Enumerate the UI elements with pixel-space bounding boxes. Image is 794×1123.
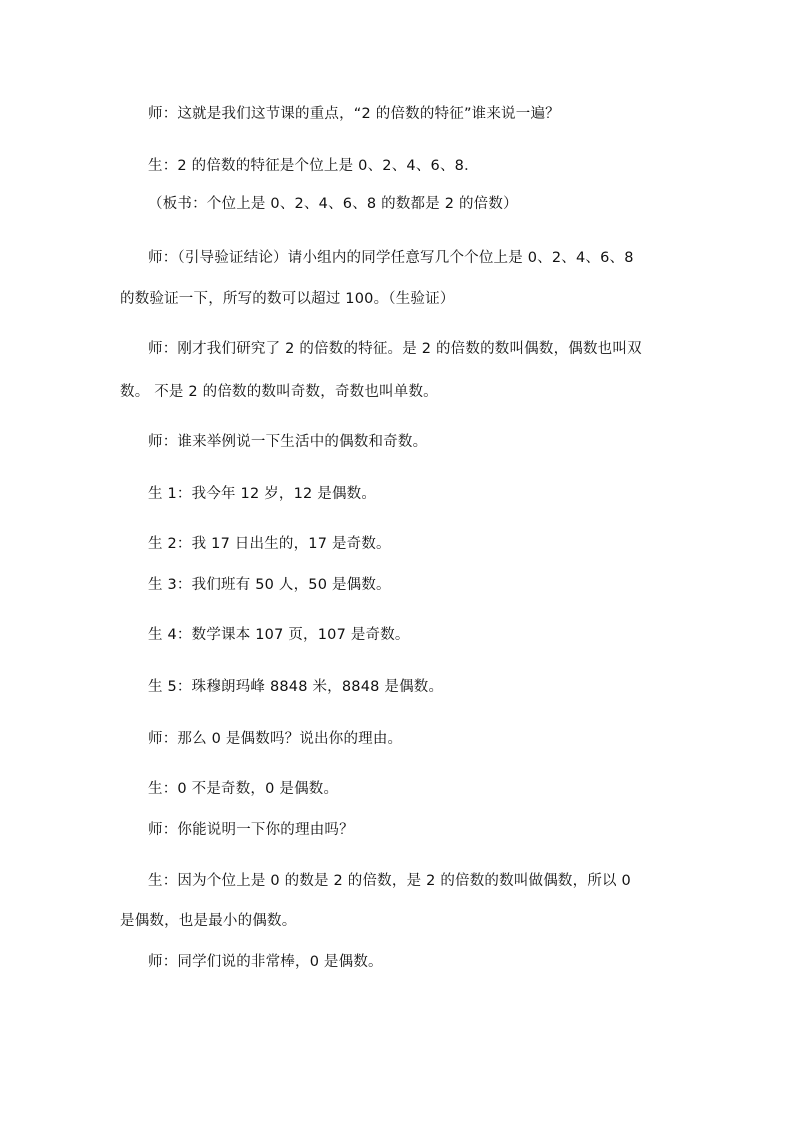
paragraph-line: 生 3：我们班有 50 人，50 是偶数。: [148, 577, 391, 593]
paragraph-line: 师：你能说明一下你的理由吗？: [148, 822, 354, 838]
paragraph-line: 师：那么 0 是偶数吗？说出你的理由。: [148, 731, 403, 747]
paragraph-line: 生 1：我今年 12 岁，12 是偶数。: [148, 486, 377, 502]
paragraph-line: 师：（引导验证结论）请小组内的同学任意写几个个位上是 0、2、4、6、8: [148, 250, 634, 266]
paragraph-line: 生：因为个位上是 0 的数是 2 的倍数，是 2 的倍数的数叫做偶数，所以 0: [148, 873, 631, 889]
paragraph-line: 数。 不是 2 的倍数的数叫奇数，奇数也叫单数。: [120, 384, 438, 400]
paragraph-line: 师：同学们说的非常棒，0 是偶数。: [148, 954, 383, 970]
paragraph-line: （板书：个位上是 0、2、4、6、8 的数都是 2 的倍数）: [148, 196, 518, 212]
paragraph-line: 师：这就是我们这节课的重点，“2 的倍数的特征”谁来说一遍？: [148, 106, 560, 122]
paragraph-line: 生 2：我 17 日出生的，17 是奇数。: [148, 536, 391, 552]
paragraph-line: 师：刚才我们研究了 2 的倍数的特征。是 2 的倍数的数叫偶数，偶数也叫双: [148, 341, 642, 357]
paragraph-line: 是偶数，也是最小的偶数。: [120, 913, 297, 929]
paragraph-line: 生 5：珠穆朗玛峰 8848 米，8848 是偶数。: [148, 679, 444, 695]
paragraph-line: 生：2 的倍数的特征是个位上是 0、2、4、6、8．: [148, 158, 479, 174]
paragraph-line: 师：谁来举例说一下生活中的偶数和奇数。: [148, 434, 428, 450]
paragraph-line: 生 4：数学课本 107 页，107 是奇数。: [148, 627, 410, 643]
paragraph-line: 生：0 不是奇数，0 是偶数。: [148, 781, 339, 797]
paragraph-line: 的数验证一下，所写的数可以超过 100。（生验证）: [120, 291, 455, 307]
